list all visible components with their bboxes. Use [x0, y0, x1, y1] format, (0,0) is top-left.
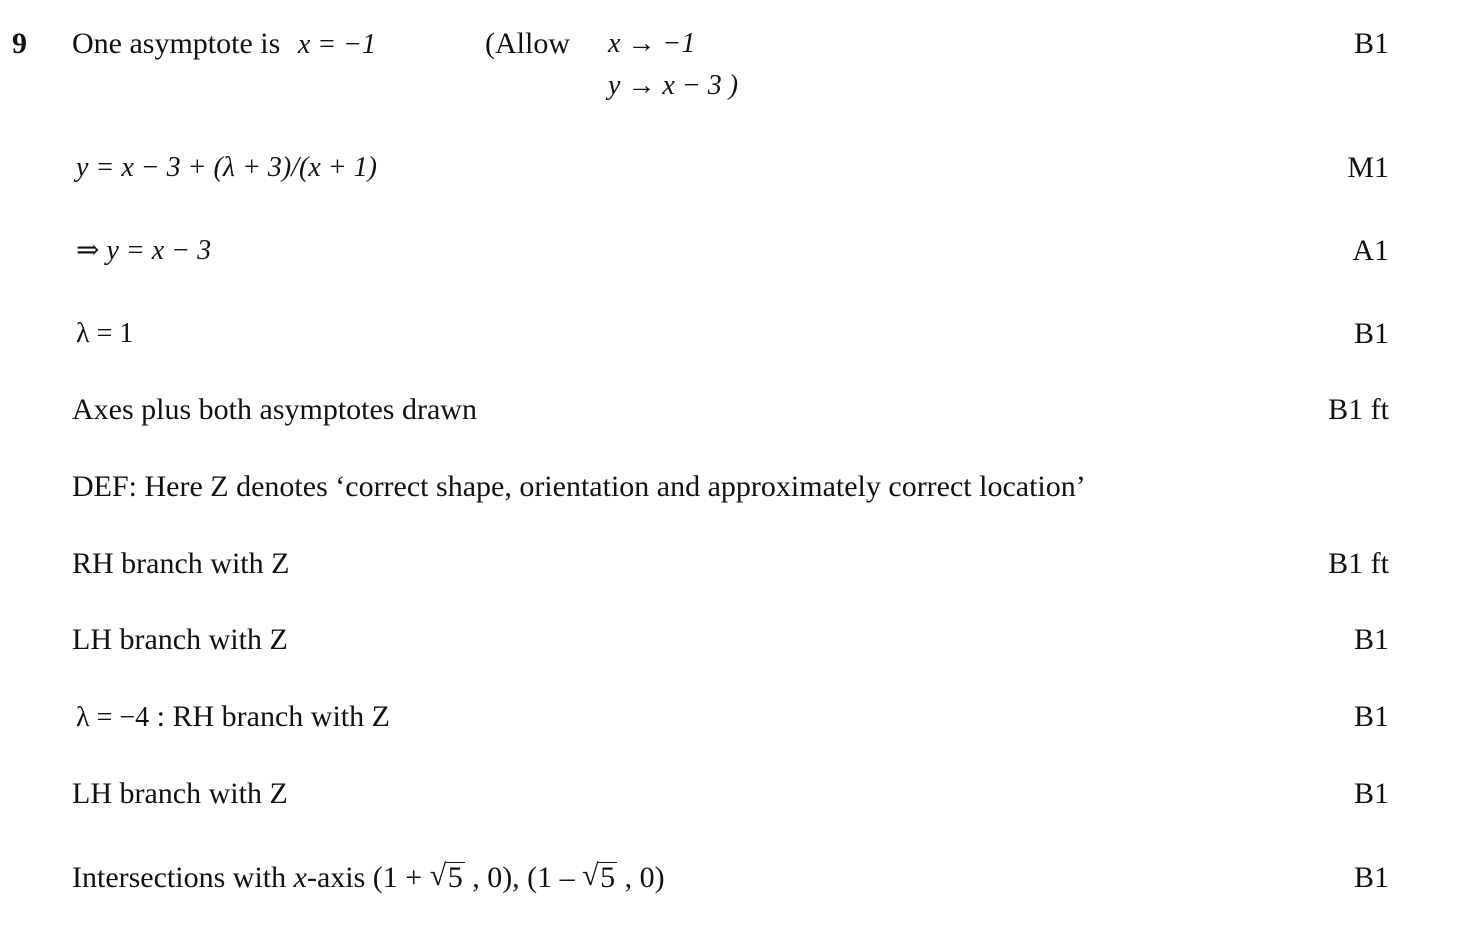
- asymptote-text: One asymptote is: [72, 27, 281, 60]
- sqrt-sign-icon: √: [582, 859, 599, 892]
- mark-row-4: B1: [1353, 317, 1389, 350]
- row-lambda-minus-four: [76, 699, 390, 736]
- intersections-text-b: -axis (1 +: [306, 861, 430, 894]
- row-lambda-value: λ = 1: [76, 318, 134, 349]
- mark-row-3: A1: [1352, 234, 1389, 267]
- intersections-x: x: [293, 861, 307, 894]
- allow-line-1: x → −1: [608, 28, 696, 59]
- mark-row-7: B1 ft: [1328, 547, 1389, 580]
- sqrt-five-2: [582, 860, 617, 896]
- row-lh-branch-1: LH branch with Z: [72, 623, 288, 656]
- mark-row-8: B1: [1353, 623, 1389, 656]
- sqrt-radicand-1: 5: [447, 861, 463, 894]
- sqrt-radicand-2: 5: [600, 861, 616, 894]
- mark-row-11: B1: [1353, 861, 1389, 894]
- row-rewritten-function: y = x − 3 + (λ + 3)/(x + 1): [76, 152, 377, 183]
- asymptote-equation: x = −1: [297, 29, 377, 60]
- allow-line-2: y → x − 3 ): [608, 70, 739, 101]
- row-definition: DEF: Here Z denotes ‘correct shape, orientation and approximately correct location’: [72, 470, 1086, 503]
- mark-row-1: B1: [1353, 27, 1389, 60]
- intersections-text-d: , 0): [617, 861, 665, 894]
- row-intersections: [72, 860, 665, 896]
- row-rh-branch-1: RH branch with Z: [72, 547, 290, 580]
- mark-row-2: M1: [1347, 151, 1389, 184]
- mark-row-5: B1 ft: [1328, 393, 1389, 426]
- sqrt-five-1: [430, 860, 465, 896]
- intersections-text-c: , 0), (1 –: [464, 861, 583, 894]
- rh-branch-text: : RH branch with Z: [149, 700, 390, 733]
- sqrt-sign-icon: √: [429, 859, 447, 892]
- question-number: 9: [12, 27, 27, 60]
- row-lh-branch-2: LH branch with Z: [72, 777, 288, 810]
- mark-row-10: B1: [1353, 777, 1389, 810]
- row-oblique-asymptote: ⇒ y = x − 3: [76, 235, 212, 266]
- mark-row-9: B1: [1353, 700, 1389, 733]
- lambda-minus-four: λ = −4: [76, 702, 150, 733]
- row-asymptote-statement: [72, 26, 376, 63]
- row-axes-asymptotes: Axes plus both asymptotes drawn: [72, 393, 477, 426]
- allow-label: (Allow: [485, 27, 570, 60]
- intersections-text-a: Intersections with: [72, 861, 294, 894]
